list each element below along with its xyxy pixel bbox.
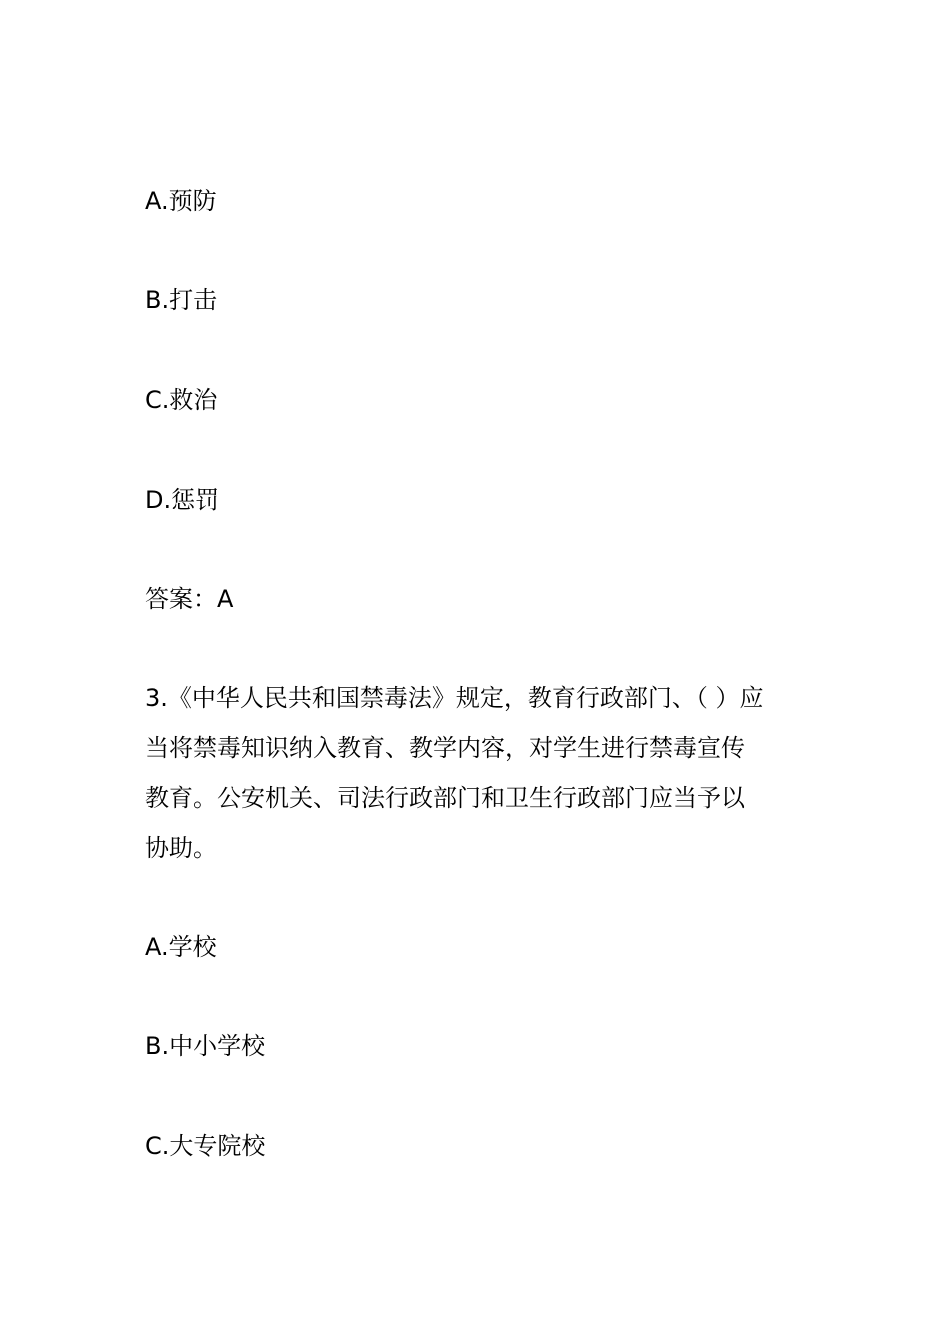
q3-stem-line: 当将禁毒知识纳入教育、教学内容，对学生进行禁毒宣传 (145, 734, 745, 762)
q2-option-c: C.救治 (145, 386, 218, 414)
q2-option-d: D.惩罚 (145, 486, 220, 514)
q3-stem-line: 3.《中华人民共和国禁毒法》规定，教育行政部门、（ ）应 (145, 684, 764, 712)
q3-stem-line: 协助。 (145, 834, 217, 862)
q3-stem-line: 教育。公安机关、司法行政部门和卫生行政部门应当予以 (145, 784, 745, 812)
q2-option-a: A.预防 (145, 187, 217, 215)
q3-option-c: C.大专院校 (145, 1132, 266, 1160)
q3-option-a: A.学校 (145, 933, 217, 961)
q3-stem (145, 673, 810, 873)
q2-answer: 答案：A (145, 585, 234, 613)
q2-option-b: B.打击 (145, 286, 218, 314)
q3-option-b: B.中小学校 (145, 1032, 266, 1060)
